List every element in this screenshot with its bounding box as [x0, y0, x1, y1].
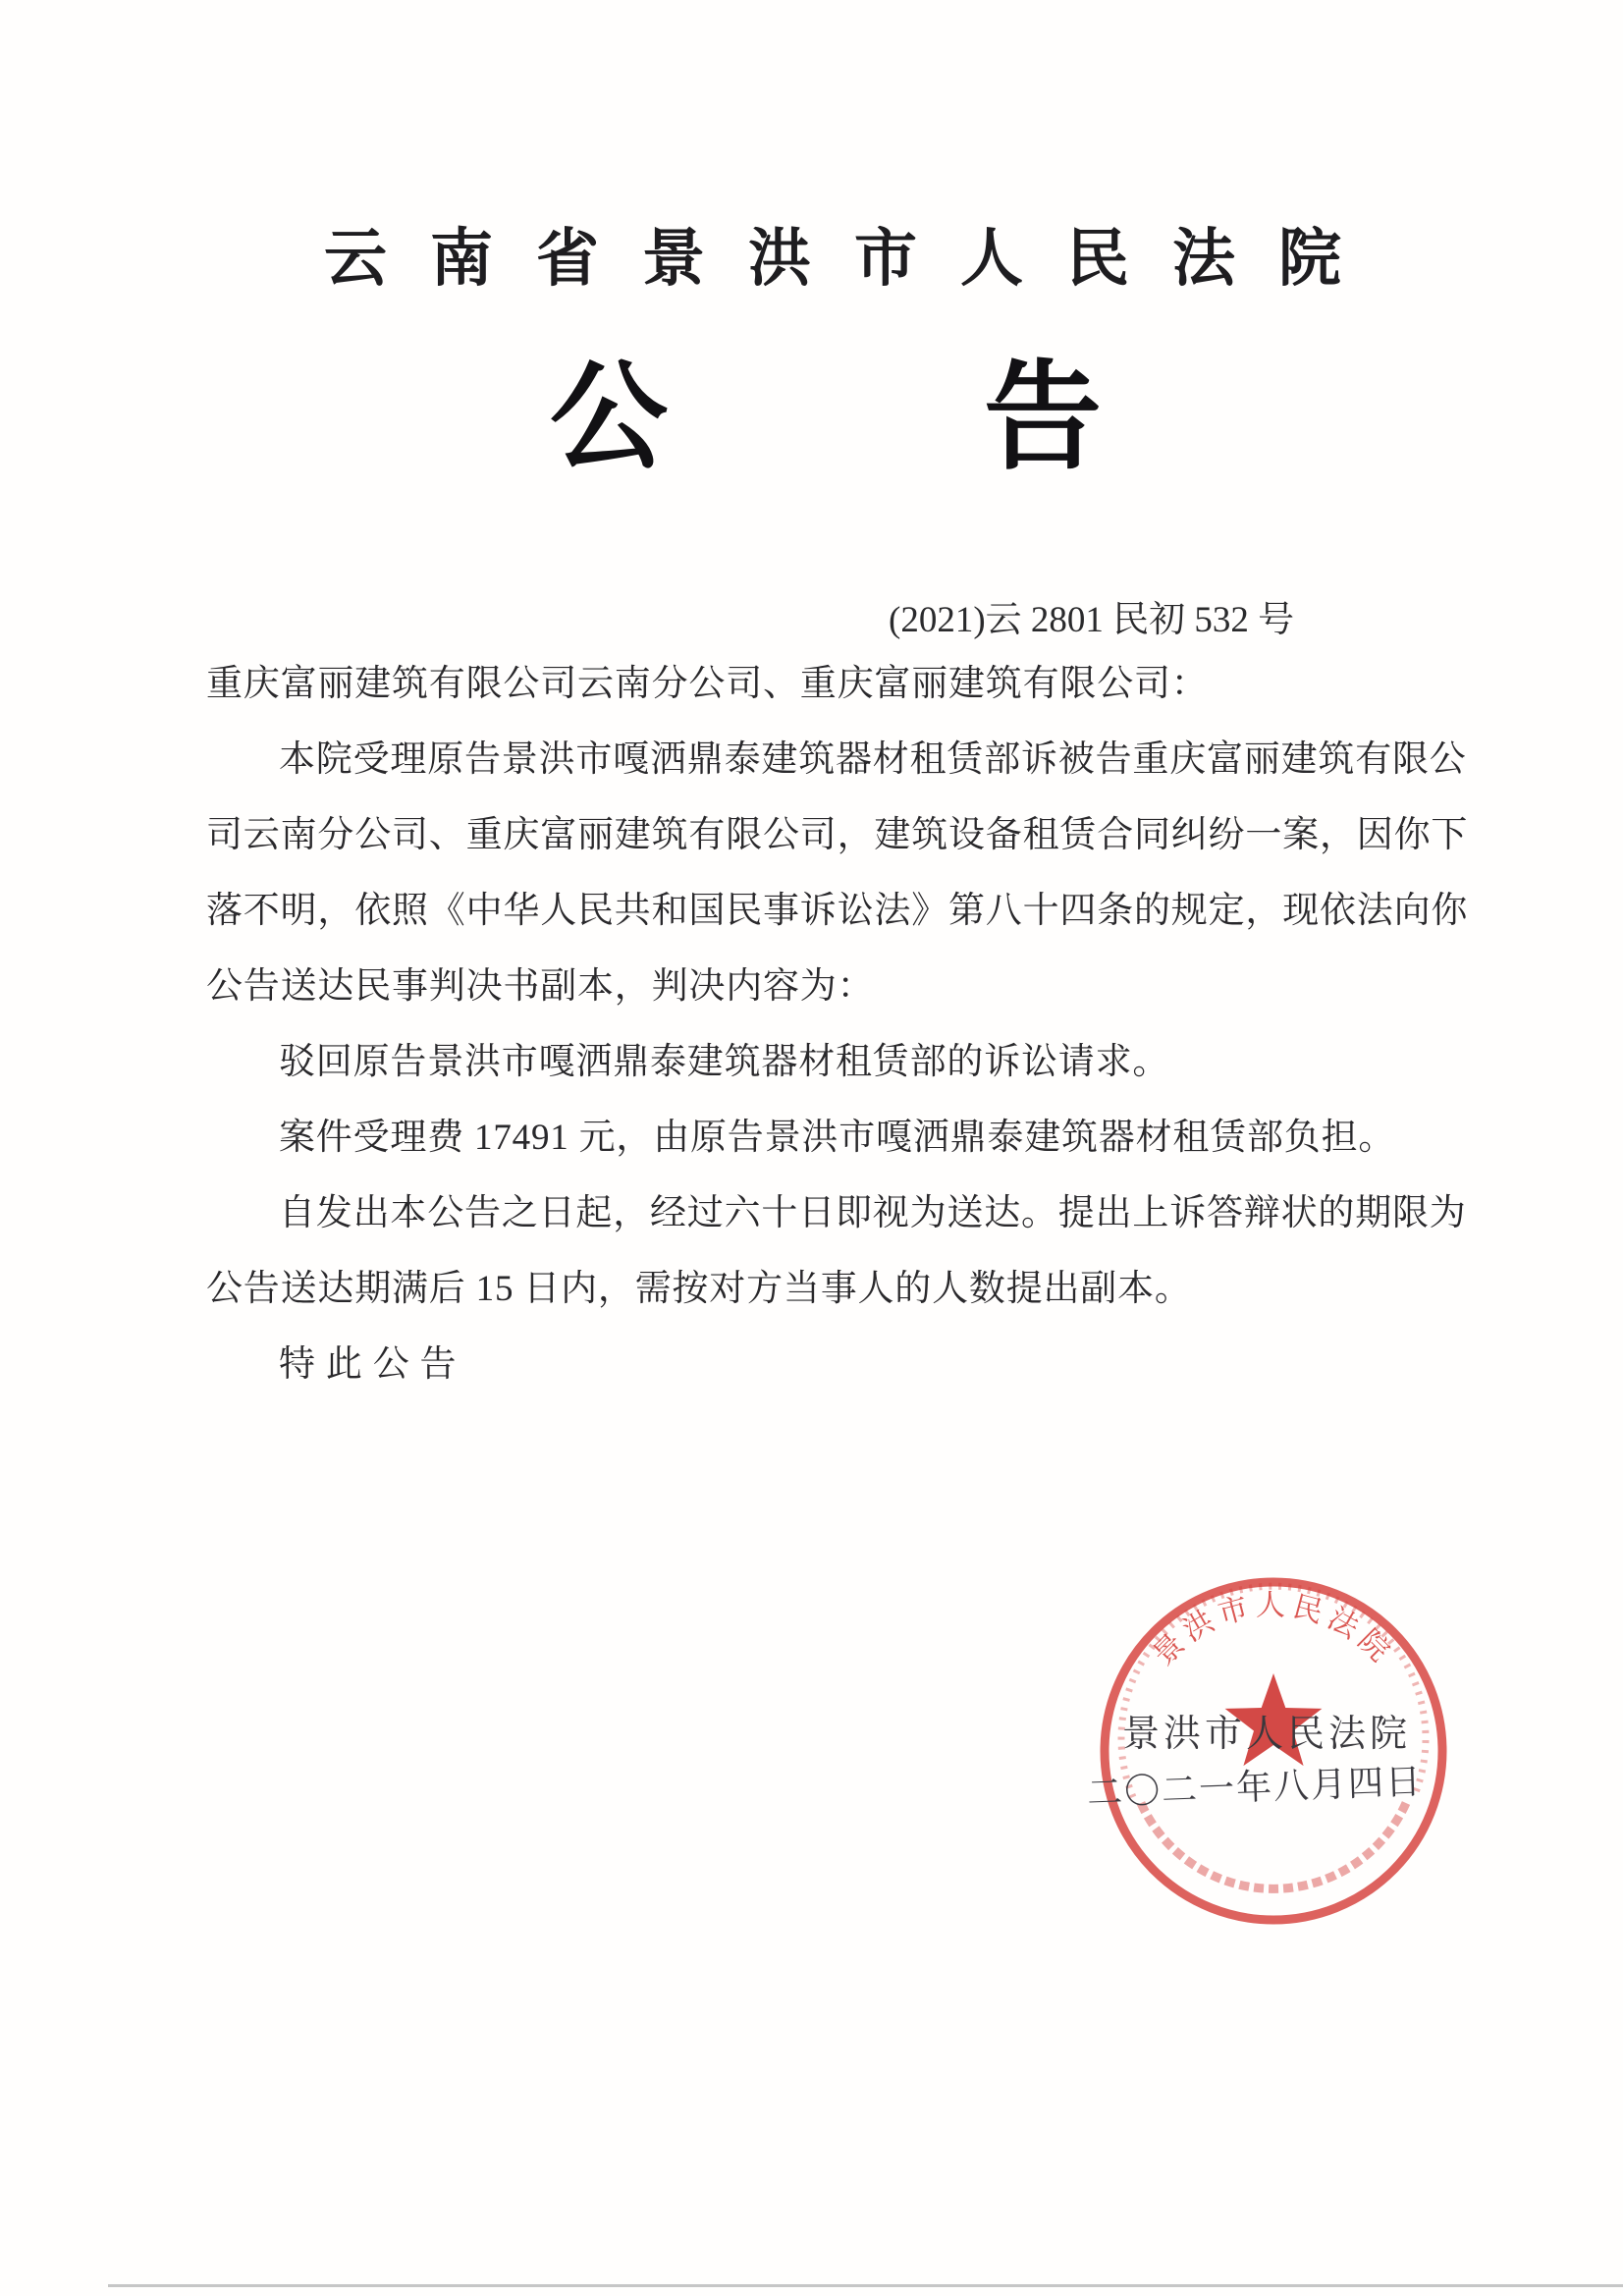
body-line: 自发出本公告之日起，经过六十日即视为送达。提出上诉答辩状的期限为	[279, 1193, 1467, 1233]
body-line: 特 此 公 告	[279, 1344, 458, 1385]
seal-arc-text: 景洪市人民法院	[1147, 1589, 1400, 1672]
scan-artifact-line	[108, 2284, 1623, 2287]
body-line: 本院受理原告景洪市嘎洒鼎泰建筑器材租赁部诉被告重庆富丽建筑有限公	[279, 739, 1467, 780]
notice-heading-char-1: 公	[550, 353, 668, 483]
case-number: (2021)云 2801 民初 532 号	[889, 600, 1295, 640]
court-title: 云南省景洪市人民法院	[324, 224, 1384, 294]
body-line: 司云南分公司、重庆富丽建筑有限公司，建筑设备租赁合同纠纷一案，因你下	[206, 815, 1469, 855]
body-line: 公告送达期满后 15 日内，需按对方当事人的人数提出副本。	[206, 1269, 1192, 1309]
body-line: 重庆富丽建筑有限公司云南分公司、重庆富丽建筑有限公司：	[206, 664, 1209, 704]
body-line: 驳回原告景洪市嘎洒鼎泰建筑器材租赁部的诉讼请求。	[279, 1042, 1170, 1082]
dai-script-arc-bottom	[1141, 1803, 1406, 1888]
signature-date: 二〇二一年八月四日	[1086, 1762, 1424, 1813]
notice-heading-char-2: 告	[984, 353, 1102, 483]
body-text	[206, 646, 1483, 1402]
body-line: 公告送达民事判决书副本，判决内容为：	[206, 966, 875, 1007]
signature-court-name: 景洪市人民法院	[1121, 1714, 1411, 1755]
body-line: 落不明，依照《中华人民共和国民事诉讼法》第八十四条的规定，现依法向你	[206, 891, 1469, 931]
body-line: 案件受理费 17491 元，由原告景洪市嘎洒鼎泰建筑器材租赁部负担。	[279, 1118, 1396, 1158]
